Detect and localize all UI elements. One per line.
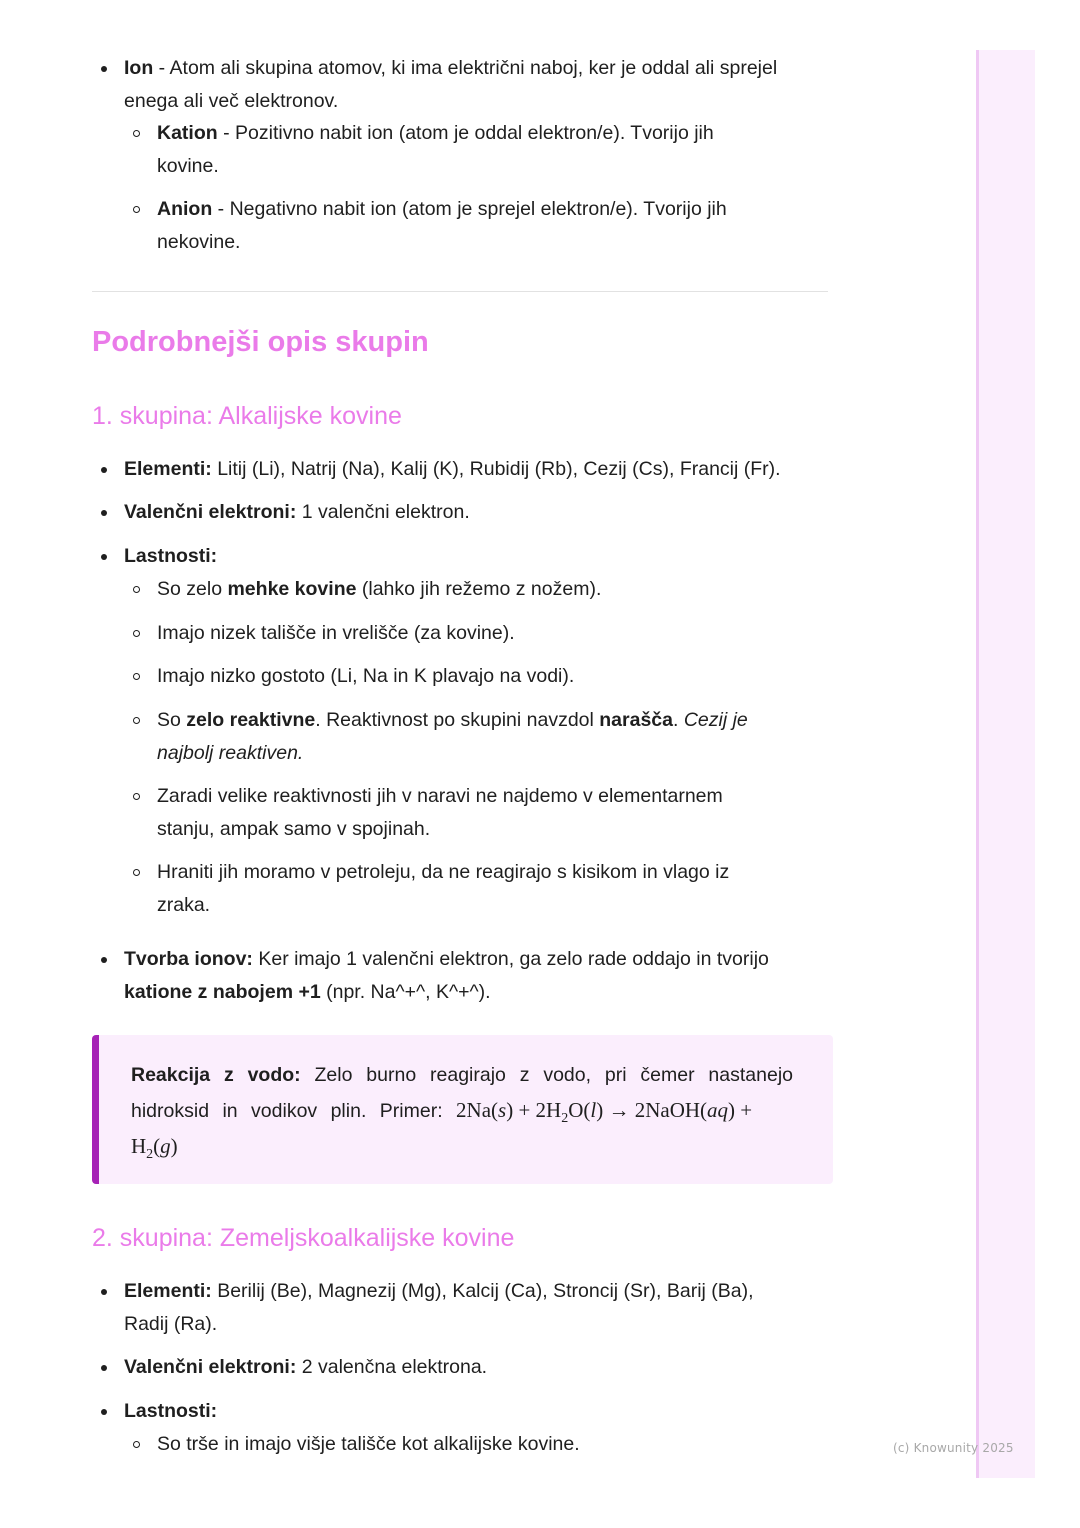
group1-property-1	[157, 573, 601, 606]
eq-part: ) → 2NaOH(	[596, 1098, 708, 1122]
callout-line-2	[131, 1094, 793, 1128]
bold-text: mehke kovine	[227, 578, 357, 600]
bullet-dot	[101, 510, 107, 516]
eq-part: H	[131, 1134, 147, 1158]
chemical-equation-cont	[131, 1134, 178, 1163]
kation-definition: Pozitivno nabit ion (atom je oddal elektron/e). Tvorijo jih	[235, 122, 714, 144]
group1-tvorba-cont	[124, 976, 491, 1009]
sub-bullet-circle	[133, 673, 140, 680]
text: (npr. Na^+^, K^+^).	[320, 981, 491, 1003]
section-title: Podrobnejši opis skupin	[92, 326, 429, 358]
bullet-dot	[101, 1289, 107, 1295]
bullet-dot	[101, 467, 107, 473]
group2-elementi-cont: Radij (Ra).	[124, 1313, 218, 1335]
eq-part: l	[590, 1098, 597, 1122]
sub-bullet-circle	[133, 206, 140, 213]
elementi-label: Elementi:	[124, 1280, 212, 1302]
group2-title: 2. skupina: Zemeljskoalkalijske kovine	[92, 1224, 515, 1252]
group2-valencni	[124, 1351, 487, 1384]
bold-text: zelo reaktivne	[186, 709, 316, 731]
group2-lastnosti-label	[124, 1395, 217, 1428]
group1-property-4	[157, 704, 748, 737]
bullet-dot	[101, 66, 107, 72]
anion-definition-cont: nekovine.	[157, 231, 241, 253]
text: (lahko jih režemo z nožem).	[356, 578, 602, 600]
separator: -	[153, 57, 170, 79]
ion-line-1	[124, 52, 777, 85]
group1-property-2: Imajo nizek tališče in vrelišče (za kovine).	[157, 622, 515, 644]
sub-bullet-circle	[133, 586, 140, 593]
lastnosti-label: Lastnosti:	[124, 545, 218, 567]
group1-lastnosti-label	[124, 540, 217, 573]
separator: -	[217, 122, 236, 144]
text: Ker imajo 1 valenčni elektron, ga zelo rade oddajo in tvorijo	[252, 948, 769, 970]
group1-valencni	[124, 496, 470, 529]
copyright-footer: (c) Knowunity 2025	[893, 1441, 1014, 1455]
elementi-text: Berilij (Be), Magnezij (Mg), Kalcij (Ca), Stroncij (Sr), Barij (Ba),	[211, 1280, 754, 1302]
eq-part: ) +	[728, 1098, 753, 1122]
valencni-text: 2 valenčna elektrona.	[296, 1356, 488, 1378]
sub-bullet-circle	[133, 793, 140, 800]
eq-part: s	[498, 1098, 507, 1122]
bold-text: katione z nabojem +1	[124, 981, 321, 1003]
group1-property-3: Imajo nizko gostoto (Li, Na in K plavajo na vodi).	[157, 665, 575, 687]
sidebar-panel	[976, 50, 1035, 1478]
separator: -	[212, 198, 230, 220]
anion-definition: Negativno nabit ion (atom je sprejel elektron/e). Tvorijo jih	[229, 198, 727, 220]
eq-subscript: 2	[561, 1111, 569, 1127]
group1-property-4-cont	[157, 737, 303, 770]
anion-term: Anion	[157, 198, 213, 220]
italic-text: najbolj reaktiven.	[157, 742, 304, 764]
eq-part: (	[153, 1134, 161, 1158]
eq-part: O(	[568, 1098, 591, 1122]
eq-part: ) + 2H	[506, 1098, 562, 1122]
group2-elementi	[124, 1275, 754, 1308]
text: .	[673, 709, 684, 731]
text: So	[157, 709, 187, 731]
valencni-text: 1 valenčni elektron.	[296, 501, 470, 523]
kation-term: Kation	[157, 122, 218, 144]
callout-label: Reakcija z vodo:	[131, 1064, 301, 1086]
eq-part: aq	[707, 1098, 729, 1122]
ion-term: Ion	[124, 57, 154, 79]
elementi-label: Elementi:	[124, 458, 212, 480]
text: . Reaktivnost po skupini navzdol	[315, 709, 600, 731]
kation-line-1	[157, 117, 714, 150]
text: Zelo burno reagirajo z vodo, pri čemer nastanejo	[300, 1064, 793, 1086]
bullet-dot	[101, 957, 107, 963]
group1-property-6: Hraniti jih moramo v petroleju, da ne reagirajo s kisikom in vlago iz	[157, 861, 730, 883]
group1-property-5-cont: stanju, ampak samo v spojinah.	[157, 818, 431, 840]
bullet-dot	[101, 1365, 107, 1371]
bold-text: narašča	[599, 709, 673, 731]
tvorba-label: Tvorba ionov:	[124, 948, 253, 970]
ion-definition: Atom ali skupina atomov, ki ima električni naboj, ker je oddal ali sprejel	[169, 57, 778, 79]
kation-line-2	[157, 150, 219, 183]
ion-definition-cont: enega ali več elektronov.	[124, 90, 339, 112]
divider	[92, 291, 828, 292]
group1-title: 1. skupina: Alkalijske kovine	[92, 402, 402, 430]
eq-part: )	[170, 1134, 178, 1158]
sub-bullet-circle	[133, 130, 140, 137]
group1-elementi	[124, 453, 781, 486]
anion-line-1	[157, 193, 727, 226]
valencni-label: Valenčni elektroni:	[124, 501, 297, 523]
italic-text: Cezij je	[683, 709, 748, 731]
callout-line-3	[131, 1130, 793, 1164]
eq-part: g	[160, 1134, 171, 1158]
kation-definition-cont: kovine.	[157, 155, 219, 177]
callout-line-1	[131, 1059, 793, 1092]
eq-subscript: 2	[146, 1147, 154, 1163]
ion-line-2	[124, 85, 338, 118]
chemical-equation	[456, 1098, 753, 1127]
eq-part: 2Na(	[456, 1098, 499, 1122]
text: So zelo	[157, 578, 228, 600]
sub-bullet-circle	[133, 630, 140, 637]
text: hidroksid in vodikov plin. Primer:	[131, 1100, 457, 1122]
bullet-dot	[101, 554, 107, 560]
valencni-label: Valenčni elektroni:	[124, 1356, 297, 1378]
group1-property-5: Zaradi velike reaktivnosti jih v naravi ne najdemo v elementarnem	[157, 785, 723, 807]
sub-bullet-circle	[133, 1441, 140, 1448]
anion-line-2	[157, 226, 240, 259]
sub-bullet-circle	[133, 717, 140, 724]
elementi-text: Litij (Li), Natrij (Na), Kalij (K), Rubidij (Rb), Cezij (Cs), Francij (Fr).	[211, 458, 781, 480]
sub-bullet-circle	[133, 869, 140, 876]
group2-property-1: So trše in imajo višje tališče kot alkalijske kovine.	[157, 1433, 580, 1455]
bullet-dot	[101, 1409, 107, 1415]
group1-tvorba	[124, 943, 769, 976]
group1-property-6-cont: zraka.	[157, 894, 211, 916]
lastnosti-label: Lastnosti:	[124, 1400, 218, 1422]
